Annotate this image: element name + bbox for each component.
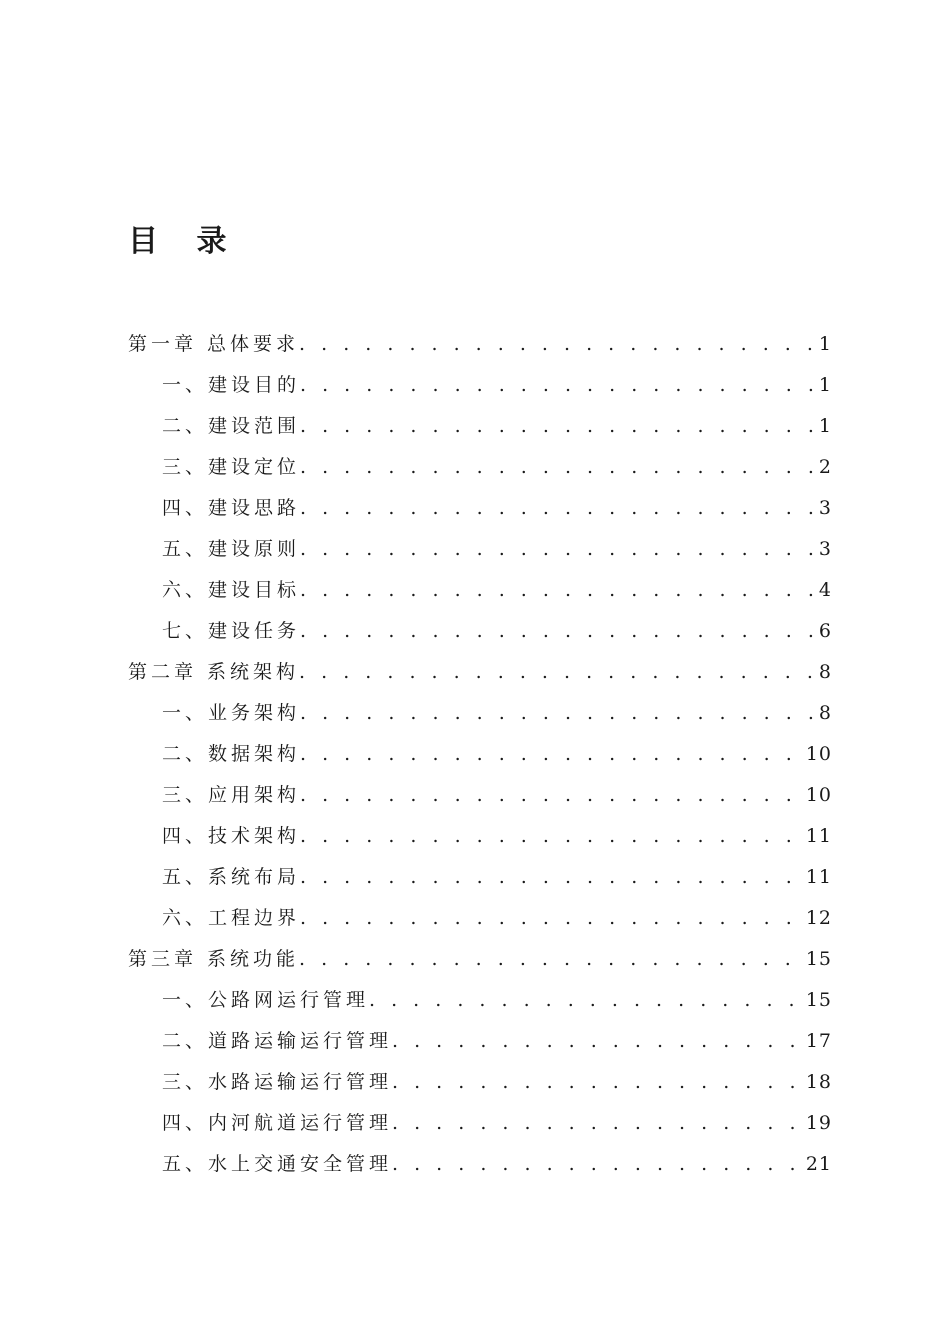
- toc-entry-title: 五、系统布局: [162, 866, 301, 888]
- toc-page-number: 15: [805, 948, 832, 970]
- toc-page-number: 4: [818, 579, 832, 601]
- toc-page-number: 10: [805, 784, 832, 806]
- toc-entry-title: 一、建设目的: [162, 374, 301, 396]
- toc-section-entry[interactable]: [128, 734, 832, 775]
- toc-page-number: 21: [805, 1153, 832, 1175]
- toc-dot-leader: [299, 324, 817, 365]
- toc-title: 目 录: [128, 224, 241, 259]
- toc-entry-title: 四、建设思路: [162, 497, 301, 519]
- toc-entry-title: 一、公路网运行管理: [162, 989, 370, 1011]
- toc-entry-title: 一、业务架构: [162, 702, 301, 724]
- toc-page-number: 1: [818, 374, 832, 396]
- toc-chapter-entry[interactable]: [128, 324, 832, 365]
- toc-section-entry[interactable]: [128, 447, 832, 488]
- toc-entry-title: 四、技术架构: [162, 825, 301, 847]
- toc-page-number: 17: [805, 1030, 832, 1052]
- toc-dot-leader: [300, 775, 804, 816]
- toc-section-entry[interactable]: [128, 406, 832, 447]
- toc-section-entry[interactable]: [128, 529, 832, 570]
- toc-section-entry[interactable]: [128, 816, 832, 857]
- toc-dot-leader: [300, 693, 817, 734]
- toc-entry-title: 六、建设目标: [162, 579, 301, 601]
- toc-page-number: 18: [805, 1071, 832, 1093]
- toc-entry-title: 五、建设原则: [162, 538, 301, 560]
- toc-page-number: 8: [818, 702, 832, 724]
- toc-dot-leader: [300, 816, 804, 857]
- toc-entry-title: 五、水上交通安全管理: [162, 1153, 393, 1175]
- toc-entry-title: 第二章 系统架构: [128, 661, 300, 683]
- toc-section-entry[interactable]: [128, 857, 832, 898]
- toc-section-entry[interactable]: [128, 1103, 832, 1144]
- toc-dot-leader: [299, 939, 804, 980]
- toc-entry-title: 第一章 总体要求: [128, 333, 300, 355]
- toc-list: [128, 324, 832, 1185]
- toc-dot-leader: [300, 570, 817, 611]
- toc-entry-title: 三、水路运输运行管理: [162, 1071, 393, 1093]
- toc-page-number: 11: [805, 866, 832, 888]
- toc-section-entry[interactable]: [128, 570, 832, 611]
- toc-page-number: 6: [818, 620, 832, 642]
- toc-page-number: 12: [805, 907, 832, 929]
- toc-dot-leader: [369, 980, 804, 1021]
- toc-dot-leader: [392, 1062, 804, 1103]
- toc-page-number: 8: [818, 661, 832, 683]
- toc-dot-leader: [299, 652, 817, 693]
- toc-page-number: 1: [818, 415, 832, 437]
- toc-dot-leader: [300, 529, 817, 570]
- toc-entry-title: 第三章 系统功能: [128, 948, 300, 970]
- toc-entry-title: 二、建设范围: [162, 415, 301, 437]
- toc-page-number: 10: [805, 743, 832, 765]
- toc-dot-leader: [300, 365, 817, 406]
- toc-entry-title: 七、建设任务: [162, 620, 301, 642]
- toc-section-entry[interactable]: [128, 775, 832, 816]
- toc-section-entry[interactable]: [128, 693, 832, 734]
- toc-dot-leader: [300, 898, 804, 939]
- toc-dot-leader: [392, 1103, 804, 1144]
- toc-dot-leader: [300, 488, 817, 529]
- toc-dot-leader: [392, 1021, 804, 1062]
- toc-page-number: 19: [805, 1112, 832, 1134]
- toc-section-entry[interactable]: [128, 1021, 832, 1062]
- toc-entry-title: 二、道路运输运行管理: [162, 1030, 393, 1052]
- toc-section-entry[interactable]: [128, 365, 832, 406]
- toc-dot-leader: [392, 1144, 804, 1185]
- toc-page-number: 11: [805, 825, 832, 847]
- toc-dot-leader: [300, 857, 804, 898]
- toc-page-number: 3: [818, 497, 832, 519]
- toc-entry-title: 二、数据架构: [162, 743, 301, 765]
- toc-entry-title: 三、建设定位: [162, 456, 301, 478]
- toc-section-entry[interactable]: [128, 1144, 832, 1185]
- toc-entry-title: 三、应用架构: [162, 784, 301, 806]
- toc-page-number: 1: [818, 333, 832, 355]
- toc-page-number: 15: [805, 989, 832, 1011]
- toc-section-entry[interactable]: [128, 898, 832, 939]
- toc-section-entry[interactable]: [128, 1062, 832, 1103]
- toc-dot-leader: [300, 611, 817, 652]
- toc-chapter-entry[interactable]: [128, 652, 832, 693]
- toc-entry-title: 六、工程边界: [162, 907, 301, 929]
- toc-dot-leader: [300, 447, 817, 488]
- toc-chapter-entry[interactable]: [128, 939, 832, 980]
- toc-section-entry[interactable]: [128, 980, 832, 1021]
- toc-page-number: 2: [818, 456, 832, 478]
- toc-dot-leader: [300, 734, 804, 775]
- toc-section-entry[interactable]: [128, 488, 832, 529]
- toc-page-number: 3: [818, 538, 832, 560]
- toc-dot-leader: [300, 406, 817, 447]
- toc-section-entry[interactable]: [128, 611, 832, 652]
- toc-entry-title: 四、内河航道运行管理: [162, 1112, 393, 1134]
